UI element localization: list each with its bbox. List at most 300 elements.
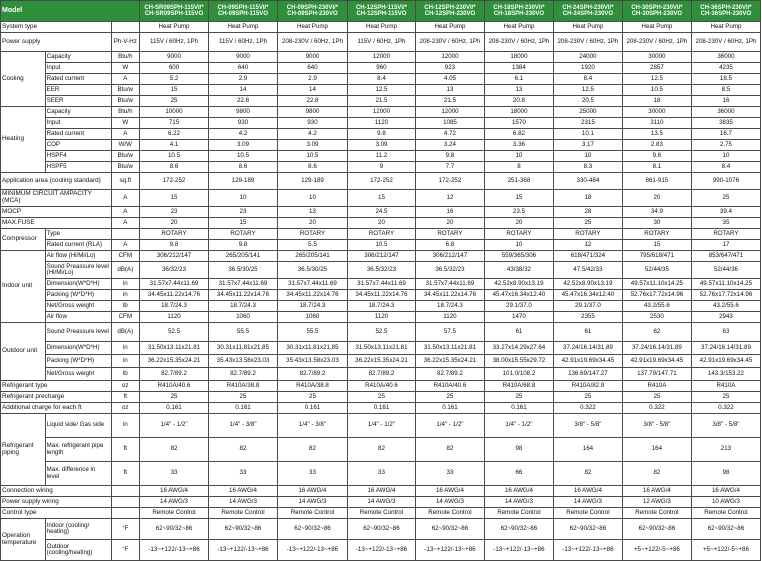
value-cell: 3.36 xyxy=(484,140,553,151)
value-cell: 0.161 xyxy=(140,403,209,414)
value-cell: 600 xyxy=(140,63,209,74)
value-cell: 9800 xyxy=(209,107,278,118)
value-cell: 18 xyxy=(622,96,691,107)
value-cell: 12.5 xyxy=(622,74,691,85)
value-cell: 0.161 xyxy=(347,403,415,414)
table-row xyxy=(1,323,761,342)
value-cell: 10 xyxy=(277,190,347,207)
group-label: Refrigerant piping xyxy=(1,414,46,486)
value-cell: 16 AWG/4 xyxy=(209,486,278,497)
table-row xyxy=(1,414,761,438)
value-cell: 10 xyxy=(691,151,760,162)
sub-label: Rated current xyxy=(45,74,111,85)
table-row xyxy=(1,497,761,508)
value-cell: 36.5/30/25 xyxy=(277,262,347,279)
value-cell: 18.7/24.3 xyxy=(140,301,209,312)
value-cell: Heat Pump xyxy=(140,22,209,33)
value-cell: R410A/82.9 xyxy=(553,381,622,392)
value-cell: 13 xyxy=(277,207,347,218)
value-cell: 8.3 xyxy=(553,162,622,173)
value-cell: 23 xyxy=(140,207,209,218)
value-cell: 4235 xyxy=(691,63,760,74)
value-cell: 6.8 xyxy=(415,240,484,251)
value-cell: 20 xyxy=(347,218,415,229)
value-cell: 1384 xyxy=(484,63,553,74)
unit-cell: °F xyxy=(111,540,139,561)
value-cell: 62~90/32~86 xyxy=(622,519,691,540)
table-row xyxy=(1,173,761,190)
value-cell: 15 xyxy=(347,190,415,207)
value-cell: 990-1076 xyxy=(691,173,760,190)
value-cell: 47.5/42/33 xyxy=(553,262,622,279)
value-cell: 9000 xyxy=(277,52,347,63)
value-cell: 640 xyxy=(277,63,347,74)
value-cell: 10.5 xyxy=(277,151,347,162)
value-cell: 29.1/37.0 xyxy=(484,301,553,312)
unit-cell: Btu/w xyxy=(111,85,139,96)
value-cell: 9.8 xyxy=(209,240,278,251)
group-label: Outdoor unit xyxy=(1,323,46,381)
value-cell: 61 xyxy=(553,323,622,342)
value-cell: 36.5/32/23 xyxy=(415,262,484,279)
value-cell: 265/205/141 xyxy=(277,251,347,262)
value-cell: 15 xyxy=(140,85,209,96)
unit-cell: oz xyxy=(111,403,139,414)
value-cell: 2.83 xyxy=(622,140,691,151)
value-cell: -13~+122/-13~+86 xyxy=(209,540,278,561)
value-cell: 12.5 xyxy=(347,85,415,96)
value-cell: 82.7/89.2 xyxy=(209,368,278,381)
value-cell: 36/32/23 xyxy=(140,262,209,279)
value-cell: 2857 xyxy=(622,63,691,74)
value-cell: 12000 xyxy=(415,52,484,63)
model-name-line: CH-SR09SPH-115VO xyxy=(144,11,204,17)
value-cell: Remote Control xyxy=(140,508,209,519)
value-cell: 10.5 xyxy=(140,151,209,162)
value-cell: ROTARY xyxy=(691,229,760,240)
value-cell: -13~+122/-13~+86 xyxy=(140,540,209,561)
value-cell: 25 xyxy=(140,392,209,403)
value-cell: 2943 xyxy=(691,312,760,323)
value-cell: 3/8" - 5/8" xyxy=(691,414,760,438)
value-cell: 115V / 60Hz, 1Ph xyxy=(347,33,415,52)
value-cell: 62~90/32~86 xyxy=(691,519,760,540)
value-cell: 16 AWG/4 xyxy=(484,486,553,497)
value-cell: 213 xyxy=(691,438,760,462)
value-cell: 42.91x19.69x34.45 xyxy=(691,355,760,368)
value-cell: 37.24/16.14/31.89 xyxy=(691,342,760,355)
value-cell: 25 xyxy=(209,392,278,403)
table-row xyxy=(1,140,761,151)
table-row xyxy=(1,218,761,229)
value-cell: 16 xyxy=(691,96,760,107)
value-cell: 36000 xyxy=(691,52,760,63)
table-row xyxy=(1,96,761,107)
value-cell: R410A/38.8 xyxy=(277,381,347,392)
model-name xyxy=(415,1,484,22)
group-label: Heating xyxy=(1,107,46,173)
value-cell: 25 xyxy=(415,392,484,403)
table-row xyxy=(1,251,761,262)
value-cell: 22.8 xyxy=(209,96,278,107)
value-cell: Heat Pump xyxy=(622,22,691,33)
value-cell: 14 AWG/3 xyxy=(553,497,622,508)
value-cell: 715 xyxy=(140,118,209,129)
value-cell: 20 xyxy=(622,190,691,207)
row-label: Refrigerant type xyxy=(1,381,112,392)
value-cell: 82 xyxy=(415,438,484,462)
table-row xyxy=(1,355,761,368)
table-row xyxy=(1,63,761,74)
value-cell: 62 xyxy=(622,323,691,342)
unit-cell: oz xyxy=(111,381,139,392)
table-row xyxy=(1,381,761,392)
value-cell: 172-252 xyxy=(347,173,415,190)
table-row xyxy=(1,229,761,240)
value-cell: 25 xyxy=(622,392,691,403)
table-row xyxy=(1,438,761,462)
sub-label: HSPF4 xyxy=(45,151,111,162)
table-row xyxy=(1,151,761,162)
value-cell: -13~+122/-13~+86 xyxy=(277,540,347,561)
row-label: Connection wiring xyxy=(1,486,112,497)
model-name-line: CH-18SPH-230VI/* xyxy=(493,4,545,11)
unit-cell: A xyxy=(111,190,139,207)
value-cell: 62~90/32~86 xyxy=(553,519,622,540)
value-cell: 14 AWG/3 xyxy=(209,497,278,508)
value-cell: 8.6 xyxy=(277,162,347,173)
value-cell: 18.5 xyxy=(691,74,760,85)
unit-cell: W xyxy=(111,118,139,129)
value-cell: 25 xyxy=(691,392,760,403)
value-cell: 2355 xyxy=(553,312,622,323)
value-cell: 1120 xyxy=(415,312,484,323)
value-cell: 2315 xyxy=(553,118,622,129)
value-cell: 20 xyxy=(415,218,484,229)
sub-label: Sound Preassure level xyxy=(45,323,111,342)
value-cell: 16 AWG/4 xyxy=(691,486,760,497)
sub-label: Packing (W*D*H) xyxy=(45,355,111,368)
value-cell: ROTARY xyxy=(140,229,209,240)
value-cell: 25 xyxy=(553,392,622,403)
sub-label: Sound Preassure level (Hi/Mi/Lo) xyxy=(45,262,111,279)
value-cell: 330-484 xyxy=(553,173,622,190)
value-cell: 13.5 xyxy=(622,129,691,140)
value-cell: 0.161 xyxy=(209,403,278,414)
value-cell: 4.2 xyxy=(277,129,347,140)
value-cell: 98 xyxy=(691,462,760,486)
group-label: Cooling xyxy=(1,52,46,107)
unit-cell: A xyxy=(111,129,139,140)
unit-cell: dB(A) xyxy=(111,262,139,279)
value-cell: 18.7/24.3 xyxy=(209,301,278,312)
model-name xyxy=(553,1,622,22)
value-cell: 2530 xyxy=(622,312,691,323)
value-cell: 1085 xyxy=(415,118,484,129)
table-row xyxy=(1,519,761,540)
value-cell: 923 xyxy=(415,63,484,74)
value-cell: 38.00x15.55x29.72 xyxy=(484,355,553,368)
value-cell: 62~90/32~86 xyxy=(484,519,553,540)
value-cell: 31.50x13.11x21.81 xyxy=(347,342,415,355)
value-cell: 16 AWG/4 xyxy=(140,486,209,497)
model-name-line: CH-SR09SPH-115VI/* xyxy=(144,4,204,11)
value-cell: 52.76x17.72x14.96 xyxy=(622,290,691,301)
sub-label: Net/Gross weight xyxy=(45,301,111,312)
group-label: Indoor unit xyxy=(1,251,46,323)
unit-cell: A xyxy=(111,207,139,218)
model-name-line: CH-36SPH-230VO xyxy=(700,11,752,17)
sub-label: Net/Gross weight xyxy=(45,368,111,381)
value-cell: 4.1 xyxy=(140,140,209,151)
value-cell: -13~+122/-13~+86 xyxy=(553,540,622,561)
value-cell: 3/8" - 5/8" xyxy=(622,414,691,438)
model-name-line: CH-18SPH-230VO xyxy=(493,11,545,17)
unit-cell: CFM xyxy=(111,251,139,262)
row-label: Additional charge for each ft xyxy=(1,403,112,414)
value-cell: 9.8 xyxy=(347,129,415,140)
unit-cell: in xyxy=(111,290,139,301)
value-cell: 30000 xyxy=(622,107,691,118)
value-cell: 5.5 xyxy=(277,240,347,251)
unit-cell xyxy=(111,486,139,497)
value-cell: 16 AWG/4 xyxy=(347,486,415,497)
unit-cell: lb xyxy=(111,368,139,381)
value-cell: 0.161 xyxy=(484,403,553,414)
value-cell: +5~+122/-5~+86 xyxy=(691,540,760,561)
value-cell: 172-252 xyxy=(140,173,209,190)
value-cell: 42.52x8.90x13.19 xyxy=(484,279,553,290)
value-cell: 52.5 xyxy=(140,323,209,342)
unit-cell: W xyxy=(111,63,139,74)
value-cell: -13~+122/-13~+86 xyxy=(484,540,553,561)
value-cell: 10.5 xyxy=(209,151,278,162)
row-label: MINIMUM CIRCUIT AMPACITY (MCA) xyxy=(1,190,112,207)
value-cell: 37.24/16.14/31.89 xyxy=(622,342,691,355)
unit-cell: A xyxy=(111,218,139,229)
value-cell: 12 xyxy=(415,190,484,207)
value-cell: 115V / 60Hz, 1Ph xyxy=(209,33,278,52)
value-cell: 306/212/147 xyxy=(347,251,415,262)
value-cell: 30 xyxy=(622,218,691,229)
value-cell: 10.5 xyxy=(347,240,415,251)
value-cell: 306/212/147 xyxy=(415,251,484,262)
value-cell: 2.9 xyxy=(277,74,347,85)
table-row xyxy=(1,290,761,301)
value-cell: 1470 xyxy=(484,312,553,323)
value-cell: 37.24/16.14/31.89 xyxy=(553,342,622,355)
value-cell: 1/4" - 3/8" xyxy=(209,414,278,438)
unit-cell: Btu/w xyxy=(111,151,139,162)
value-cell: 82 xyxy=(622,462,691,486)
value-cell: 18.7/24.3 xyxy=(415,301,484,312)
table-row xyxy=(1,262,761,279)
sub-label: SEER xyxy=(45,96,111,107)
value-cell: 25 xyxy=(484,392,553,403)
row-label: MAX.FUSE xyxy=(1,218,112,229)
sub-label: Outdoor (cooling/heating) xyxy=(45,540,111,561)
value-cell: 18 xyxy=(553,190,622,207)
value-cell: 208-230V / 60Hz, 1Ph xyxy=(415,33,484,52)
value-cell: 20.8 xyxy=(484,96,553,107)
unit-cell: Btu/h xyxy=(111,52,139,63)
value-cell: 29.1/37.0 xyxy=(553,301,622,312)
unit-cell xyxy=(111,497,139,508)
value-cell: 15 xyxy=(140,190,209,207)
value-cell: Remote Control xyxy=(209,508,278,519)
value-cell: 9800 xyxy=(277,107,347,118)
unit-cell xyxy=(111,22,139,33)
table-row xyxy=(1,118,761,129)
value-cell: 39.4 xyxy=(691,207,760,218)
value-cell: 3/8" - 5/8" xyxy=(553,414,622,438)
value-cell: 12 AWG/3 xyxy=(622,497,691,508)
value-cell: 66 xyxy=(484,462,553,486)
table-row xyxy=(1,162,761,173)
value-cell: 49.57x11.10x14.25 xyxy=(691,279,760,290)
value-cell: R410A xyxy=(691,381,760,392)
value-cell: 1/4" - 1/2" xyxy=(415,414,484,438)
value-cell: 23.5 xyxy=(484,207,553,218)
value-cell: 3.24 xyxy=(415,140,484,151)
table-row xyxy=(1,74,761,85)
value-cell: 3.09 xyxy=(277,140,347,151)
table-row xyxy=(1,107,761,118)
value-cell: Heat Pump xyxy=(553,22,622,33)
value-cell: 30000 xyxy=(622,52,691,63)
value-cell: 8.4 xyxy=(553,74,622,85)
value-cell: R410A/38.8 xyxy=(209,381,278,392)
row-label: Power supply wiring xyxy=(1,497,112,508)
value-cell: 15 xyxy=(484,190,553,207)
table-row xyxy=(1,540,761,561)
unit-cell: Btu/w xyxy=(111,162,139,173)
value-cell: 16 AWG/4 xyxy=(277,486,347,497)
value-cell: 3110 xyxy=(622,118,691,129)
model-name-line: CH-12SPH-115VI/* xyxy=(355,4,407,11)
sub-label: COP xyxy=(45,140,111,151)
value-cell: 25 xyxy=(277,392,347,403)
value-cell: 10 xyxy=(553,151,622,162)
value-cell: 36.22x15.35x24.21 xyxy=(140,355,209,368)
value-cell: 2.75 xyxy=(691,140,760,151)
group-label: Compressor xyxy=(1,229,46,251)
value-cell: 31.57x7.44x11.69 xyxy=(277,279,347,290)
value-cell: 8.4 xyxy=(347,74,415,85)
unit-cell: W/W xyxy=(111,140,139,151)
sub-label: Rated current xyxy=(45,129,111,140)
value-cell: 16 xyxy=(415,207,484,218)
model-name-line: CH-12SPH-230VI/* xyxy=(424,4,476,11)
value-cell: 10 xyxy=(484,151,553,162)
table-row xyxy=(1,129,761,140)
value-cell: 30.31x11.81x21.85 xyxy=(277,342,347,355)
unit-cell: °F xyxy=(111,519,139,540)
value-cell: ROTARY xyxy=(347,229,415,240)
table-row xyxy=(1,392,761,403)
model-name xyxy=(484,1,553,22)
unit-cell: sq.ft xyxy=(111,173,139,190)
value-cell: 14 AWG/3 xyxy=(415,497,484,508)
value-cell: 1120 xyxy=(347,312,415,323)
sub-label: Capacity xyxy=(45,52,111,63)
value-cell: ROTARY xyxy=(622,229,691,240)
value-cell: 4.2 xyxy=(209,129,278,140)
value-cell: 82 xyxy=(140,438,209,462)
row-label: Application area (cooling standard) xyxy=(1,173,112,190)
value-cell: 18000 xyxy=(484,52,553,63)
value-cell: 1/4" - 1/2" xyxy=(484,414,553,438)
value-cell: 137.79/147.71 xyxy=(622,368,691,381)
value-cell: 14 AWG/3 xyxy=(347,497,415,508)
value-cell: 4.72 xyxy=(415,129,484,140)
value-cell: 1/4" - 3/8" xyxy=(277,414,347,438)
unit-cell: in xyxy=(111,414,139,438)
value-cell: 42.52x8.90x13.19 xyxy=(553,279,622,290)
row-label: Control type xyxy=(1,508,112,519)
value-cell: 129-189 xyxy=(209,173,278,190)
value-cell: 52.5 xyxy=(347,323,415,342)
value-cell: 265/205/141 xyxy=(209,251,278,262)
value-cell: 25 xyxy=(553,218,622,229)
unit-cell: in xyxy=(111,279,139,290)
value-cell: 62~90/32~86 xyxy=(347,519,415,540)
value-cell: 172-252 xyxy=(415,173,484,190)
unit-cell: lb xyxy=(111,301,139,312)
value-cell: Heat Pump xyxy=(484,22,553,33)
value-cell: 9.6 xyxy=(622,151,691,162)
value-cell: 10 AWG/3 xyxy=(691,497,760,508)
table-row xyxy=(1,240,761,251)
table-row xyxy=(1,486,761,497)
value-cell: 43.2/55.6 xyxy=(691,301,760,312)
value-cell: 42.91x19.69x34.45 xyxy=(622,355,691,368)
sub-label: Dimension(W*D*H) xyxy=(45,279,111,290)
value-cell: 16.7 xyxy=(691,129,760,140)
value-cell: Remote Control xyxy=(415,508,484,519)
value-cell: 115V / 60Hz, 1Ph xyxy=(140,33,209,52)
value-cell: 36.5/30/25 xyxy=(209,262,278,279)
value-cell: 52/44/35 xyxy=(622,262,691,279)
value-cell: 28 xyxy=(553,207,622,218)
value-cell: 10 xyxy=(484,240,553,251)
value-cell: 306/212/147 xyxy=(140,251,209,262)
value-cell: 34.45x11.22x14.76 xyxy=(347,290,415,301)
value-cell: Heat Pump xyxy=(347,22,415,33)
value-cell: 17 xyxy=(691,240,760,251)
value-cell: 24.5 xyxy=(347,207,415,218)
sub-label: Packing (W*D*H) xyxy=(45,290,111,301)
value-cell: 2.9 xyxy=(209,74,278,85)
value-cell: 57.5 xyxy=(415,323,484,342)
sub-label: Air flow xyxy=(45,312,111,323)
value-cell: 618/471/324 xyxy=(553,251,622,262)
value-cell: 31.57x7.44x11.69 xyxy=(347,279,415,290)
value-cell: 14 xyxy=(209,85,278,96)
value-cell: 208-230V / 60Hz, 1Ph xyxy=(622,33,691,52)
value-cell: 34.45x11.22x14.76 xyxy=(277,290,347,301)
value-cell: +5~+122/-5~+86 xyxy=(622,540,691,561)
value-cell: 10 xyxy=(209,190,278,207)
value-cell: 24000 xyxy=(553,52,622,63)
value-cell: 63 xyxy=(691,323,760,342)
row-label: Refrigerant precharge xyxy=(1,392,112,403)
model-name-line: CH-24SPH-230VI/* xyxy=(562,4,614,11)
value-cell: 33.27x14.29x27.64 xyxy=(484,342,553,355)
value-cell: 164 xyxy=(553,438,622,462)
model-name-line: CH-09SPH-230VI/* xyxy=(286,4,339,11)
value-cell: 20 xyxy=(484,218,553,229)
